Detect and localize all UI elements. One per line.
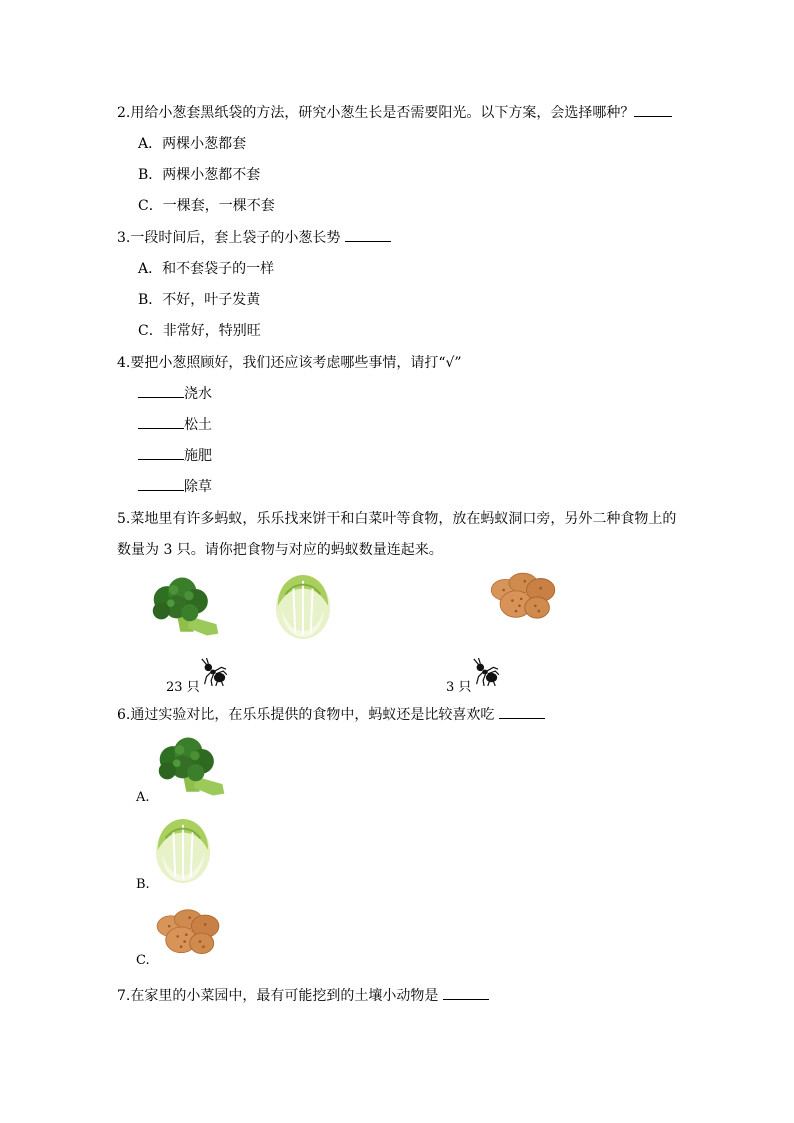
question-3-option-b: B．不好，叶子发黄 [138,292,261,308]
question-6-text: 6.通过实验对比，在乐乐提供的食物中，蚂蚁还是比较喜欢吃 [117,707,495,723]
question-4-item [138,447,212,465]
broccoli-icon[interactable] [154,736,230,798]
question-4-item-label: 除草 [184,479,212,495]
answer-blank-6[interactable] [499,706,545,719]
question-4-item [138,416,212,434]
broccoli-icon[interactable] [148,576,224,638]
answer-blank-2[interactable] [634,104,672,117]
question-3-option-c: C．非常好，特别旺 [138,323,261,339]
question-2-text: 2.用给小葱套黑纸袋的方法，研究小葱生长是否需要阳光。以下方案，会选择哪种？ [117,105,635,121]
question-4-item-label: 松土 [184,417,212,433]
question-4-item [138,385,212,403]
question-2-option-b: B．两棵小葱都不套 [138,167,261,183]
ant-count-label: 3 只 [446,680,472,695]
question-6-option-b-label: B. [136,877,150,892]
question-3-option-a: A．和不套袋子的一样 [138,261,275,277]
question-5-stem-line-1: 5.菜地里有许多蚂蚁，乐乐找来饼干和白菜叶等食物，放在蚂蚁洞口旁，另外二种食物上的 [117,511,677,527]
question-6-option-c-label: C. [136,953,150,968]
question-3-stem [117,229,391,247]
question-5-stem-line-2: 数量为 3 只。请你把食物与对应的蚂蚁数量连起来。 [117,542,443,558]
answer-blank-7[interactable] [443,987,489,1000]
question-4-item-label: 施肥 [184,448,212,464]
cookie-icon[interactable] [486,568,560,626]
question-2-option-c: C．一棵套，一棵不套 [138,198,275,214]
question-2-option-a: A．两棵小葱都套 [138,136,247,152]
question-2-stem [117,104,672,122]
cabbage-icon[interactable] [152,814,214,886]
ant-icon [471,658,499,686]
question-3-text: 3.一段时间后，套上袋子的小葱长势 [117,230,341,246]
cookie-icon[interactable] [152,905,224,961]
question-4-item [138,478,212,496]
question-7-stem [117,987,489,1005]
checkbox-blank[interactable] [138,385,184,398]
question-7-text: 7.在家里的小菜园中，最有可能挖到的土壤小动物是 [117,988,439,1004]
checkbox-blank[interactable] [138,478,184,491]
ant-count-label: 23 只 [166,680,200,695]
answer-blank-3[interactable] [345,229,391,242]
question-6-stem [117,706,545,724]
question-6-option-a-label: A. [136,790,150,805]
checkbox-blank[interactable] [138,447,184,460]
cabbage-icon[interactable] [272,570,334,642]
ant-icon [199,658,227,686]
question-4-item-label: 浇水 [184,386,212,402]
question-4-stem: 4.要把小葱照顾好，我们还应该考虑哪些事情，请打“√” [117,355,462,371]
checkbox-blank[interactable] [138,416,184,429]
